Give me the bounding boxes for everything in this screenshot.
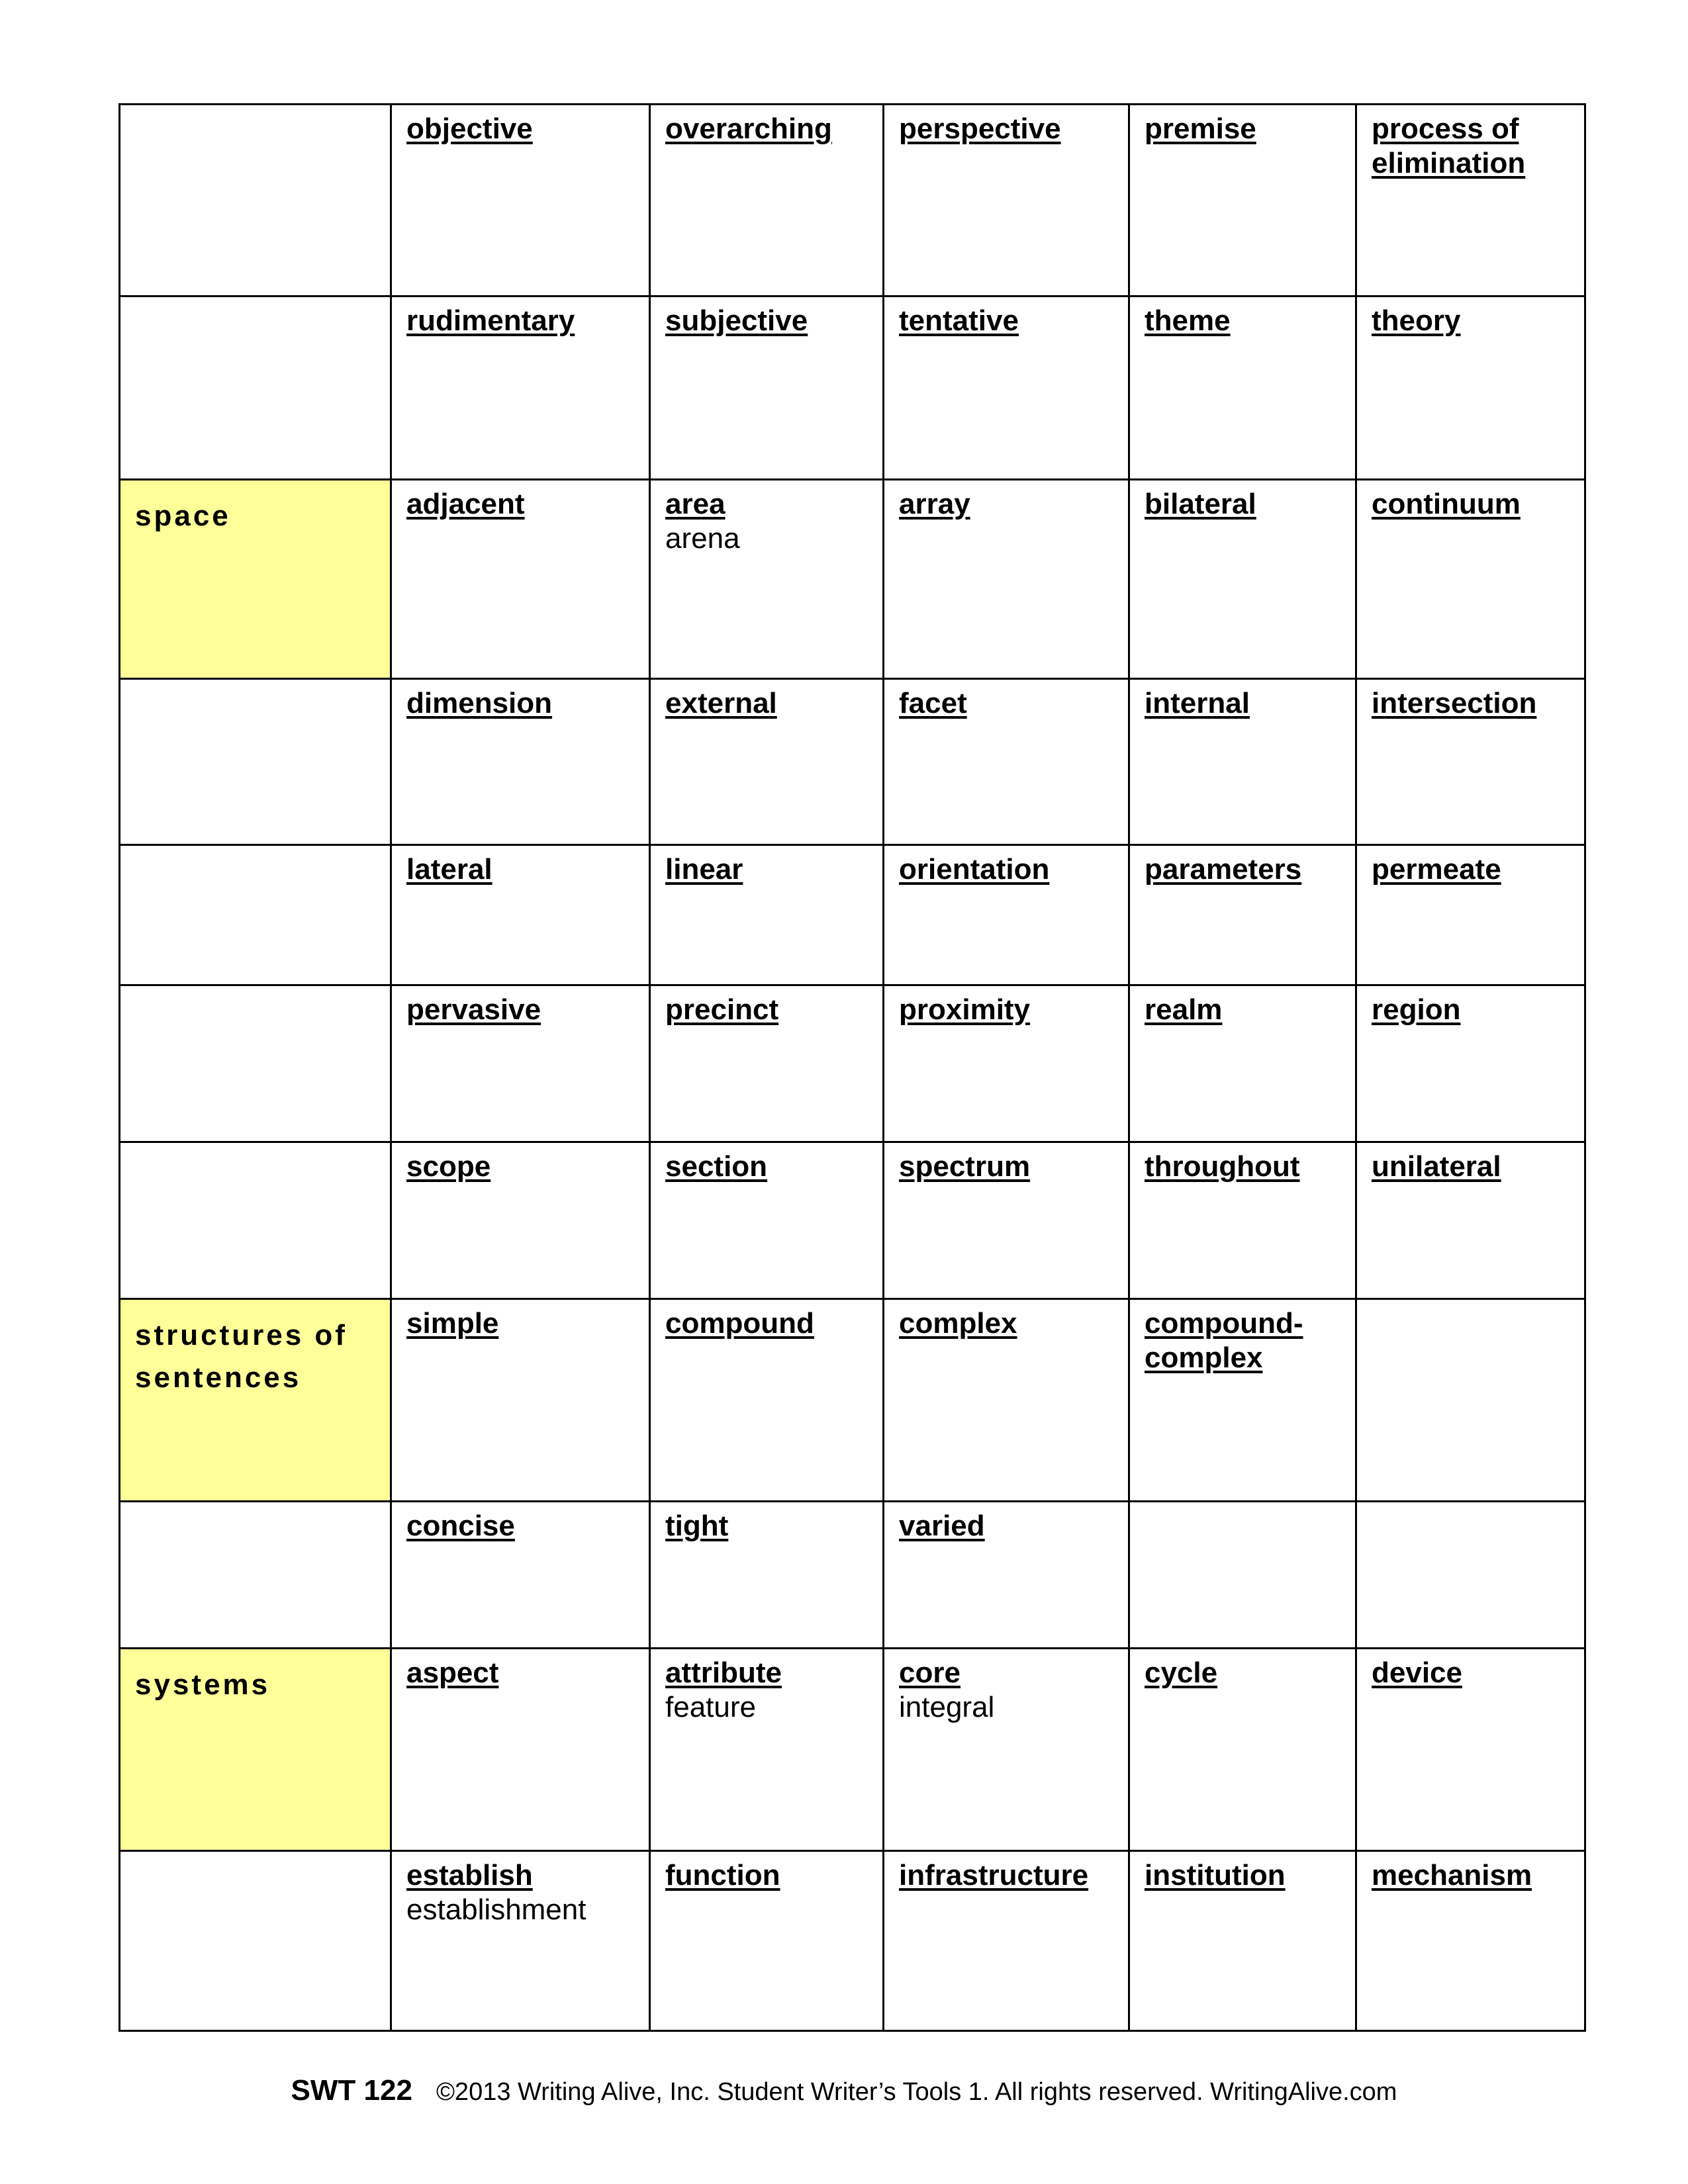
vocab-alt-word: integral [899,1691,995,1723]
word-cell [1129,1649,1356,1851]
vocab-word: pervasive [406,993,541,1026]
vocab-word: theme [1145,304,1231,337]
vocab-word: section [665,1150,768,1183]
word-cell [884,480,1129,679]
word-cell [650,845,884,985]
vocab-word: simple [406,1307,499,1340]
table-row [120,985,1585,1142]
word-cell [1129,1502,1356,1649]
category-cell [120,1649,391,1851]
vocab-word: function [665,1859,780,1891]
category-cell [120,480,391,679]
word-cell [884,845,1129,985]
word-cell [1356,480,1585,679]
vocab-word: precinct [665,993,779,1026]
word-cell [884,1502,1129,1649]
category-cell [120,1299,391,1502]
table-row [120,679,1585,845]
table-row [120,1502,1585,1649]
category-label: systems [135,1668,271,1701]
vocab-word: attribute [665,1657,782,1689]
vocab-word: linear [665,853,743,886]
vocab-word: varied [899,1510,985,1542]
word-cell [884,296,1129,480]
word-cell [391,679,650,845]
word-cell [1129,1142,1356,1299]
word-cell [1356,985,1585,1142]
word-cell [884,1649,1129,1851]
vocab-alt-word: arena [665,522,740,555]
word-cell [884,105,1129,296]
word-cell [391,1502,650,1649]
word-cell [1129,985,1356,1142]
category-cell [120,1502,391,1649]
vocab-word: institution [1145,1859,1286,1891]
table-row [120,296,1585,480]
word-cell [884,985,1129,1142]
word-cell [1356,1142,1585,1299]
vocab-word: tight [665,1510,729,1542]
vocab-word: compound [665,1307,814,1340]
category-cell [120,679,391,845]
vocabulary-table-body [120,105,1585,2031]
word-cell [650,1142,884,1299]
word-cell [1129,296,1356,480]
vocab-word: bilateral [1145,488,1256,520]
vocab-word: rudimentary [406,304,575,337]
word-cell [650,1649,884,1851]
word-cell [1129,1299,1356,1502]
footer-code: SWT 122 [291,2074,412,2107]
word-cell [1356,1649,1585,1851]
table-row [120,480,1585,679]
table-row [120,845,1585,985]
vocab-alt-word: feature [665,1691,756,1723]
vocab-word: premise [1145,113,1256,145]
word-cell [650,1851,884,2031]
category-cell [120,985,391,1142]
word-cell [391,1851,650,2031]
word-cell [1129,1851,1356,2031]
vocab-word: cycle [1145,1657,1218,1689]
table-row [120,1649,1585,1851]
word-cell [650,480,884,679]
vocab-word: device [1372,1657,1462,1689]
vocab-word: region [1372,993,1461,1026]
page-footer [0,2074,1688,2107]
word-cell [391,105,650,296]
word-cell [650,1502,884,1649]
vocab-word: permeate [1372,853,1501,886]
table-row [120,105,1585,296]
word-cell [1356,1299,1585,1502]
word-cell [391,985,650,1142]
vocab-word: parameters [1145,853,1302,886]
word-cell [884,679,1129,845]
word-cell [391,1299,650,1502]
word-cell [1129,679,1356,845]
vocab-word: establish [406,1859,533,1891]
vocab-word: unilateral [1372,1150,1501,1183]
table-row [120,1142,1585,1299]
word-cell [1129,480,1356,679]
word-cell [1129,105,1356,296]
vocab-word: theory [1372,304,1461,337]
category-cell [120,1851,391,2031]
vocab-word: overarching [665,113,832,145]
vocab-word: lateral [406,853,492,886]
word-cell [884,1299,1129,1502]
category-cell [120,105,391,296]
word-cell [650,105,884,296]
vocab-word: array [899,488,970,520]
vocabulary-table [118,103,1586,2032]
vocab-word: subjective [665,304,808,337]
table-row [120,1851,1585,2031]
vocab-word: core [899,1657,961,1689]
vocab-word: realm [1145,993,1223,1026]
vocab-word: aspect [406,1657,499,1689]
vocab-word: mechanism [1372,1859,1532,1891]
vocab-word: orientation [899,853,1050,886]
vocab-word: objective [406,113,533,145]
word-cell [391,480,650,679]
vocab-word: proximity [899,993,1031,1026]
category-label: structures of sentences [135,1319,348,1394]
category-cell [120,1142,391,1299]
vocab-word: area [665,488,726,520]
vocab-word: concise [406,1510,515,1542]
word-cell [650,1299,884,1502]
footer-copyright: ©2013 Writing Alive, Inc. Student Writer’s Tools 1. All rights reserved. WritingAlive.com [436,2078,1397,2106]
category-cell [120,296,391,480]
word-cell [391,1649,650,1851]
vocab-word: adjacent [406,488,525,520]
word-cell [1356,845,1585,985]
word-cell [650,985,884,1142]
word-cell [884,1851,1129,2031]
category-label: space [135,500,231,532]
word-cell [1356,679,1585,845]
word-cell [1356,1502,1585,1649]
vocab-word: facet [899,687,967,719]
word-cell [1129,845,1356,985]
vocab-alt-word: establishment [406,1893,586,1926]
vocab-word: spectrum [899,1150,1031,1183]
word-cell [391,1142,650,1299]
vocab-word: complex [899,1307,1017,1340]
vocab-word: internal [1145,687,1250,719]
vocab-word: dimension [406,687,553,719]
word-cell [884,1142,1129,1299]
word-cell [1356,105,1585,296]
word-cell [391,845,650,985]
word-cell [650,679,884,845]
table-row [120,1299,1585,1502]
vocab-word: continuum [1372,488,1521,520]
vocab-word: external [665,687,777,719]
vocab-word: scope [406,1150,491,1183]
word-cell [1356,296,1585,480]
category-cell [120,845,391,985]
word-cell [1356,1851,1585,2031]
vocab-word: process of elimination [1372,113,1526,179]
word-cell [391,296,650,480]
vocab-word: infrastructure [899,1859,1089,1891]
vocab-word: throughout [1145,1150,1300,1183]
vocab-word: intersection [1372,687,1537,719]
vocab-word: compound-complex [1145,1307,1303,1374]
vocab-word: tentative [899,304,1019,337]
word-cell [650,296,884,480]
vocab-word: perspective [899,113,1061,145]
